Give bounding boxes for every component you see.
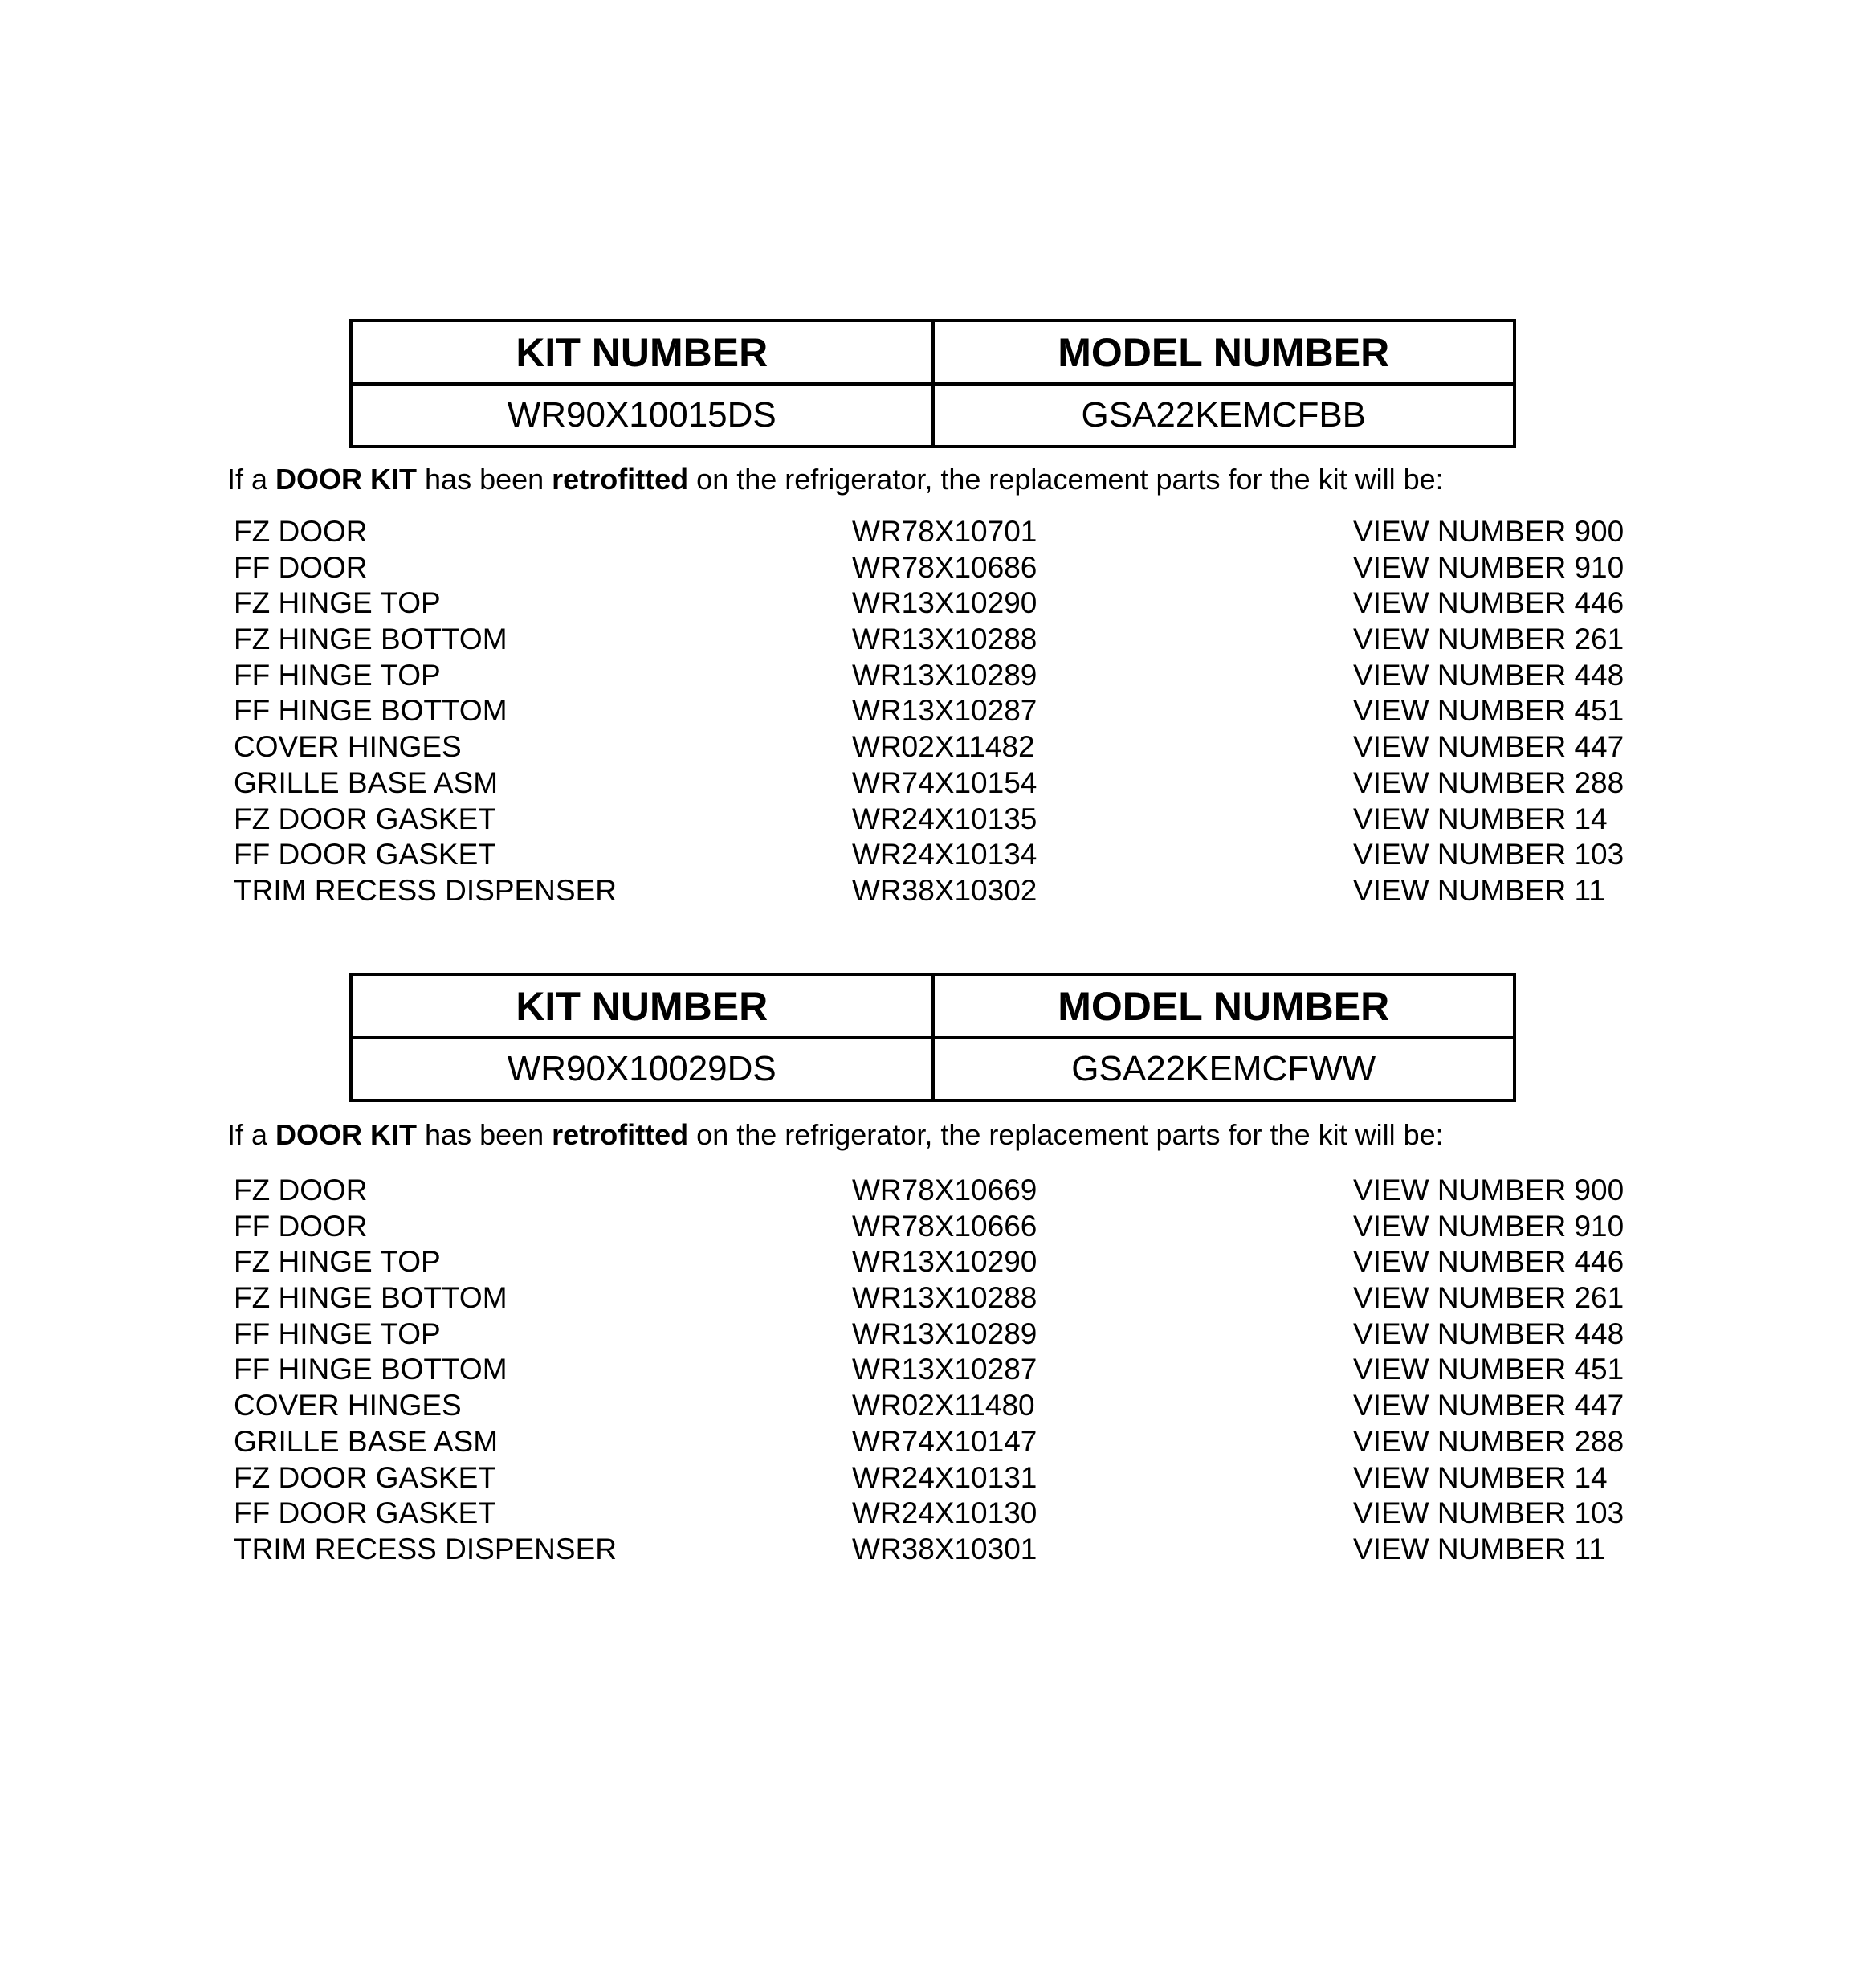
list-item: [0, 1532, 1863, 1568]
list-item: [0, 514, 1863, 550]
intro-text: has been: [417, 1118, 552, 1151]
part-name: FZ HINGE TOP: [234, 1245, 441, 1279]
intro-text: on the refrigerator, the replacement parts for the kit will be:: [688, 1118, 1444, 1151]
view-number: VIEW NUMBER 11: [1353, 873, 1605, 907]
view-number: VIEW NUMBER 900: [1353, 515, 1625, 548]
part-name: FF HINGE TOP: [234, 1316, 441, 1350]
view-number: VIEW NUMBER 451: [1353, 1353, 1625, 1386]
list-item: [0, 1424, 1863, 1460]
part-number: WR74X10154: [852, 765, 1037, 799]
parts-list-2: [0, 1173, 1863, 1568]
kit-number-value: WR90X10015DS: [351, 384, 933, 447]
part-name: FF DOOR: [234, 1209, 368, 1243]
parts-list-1: [0, 514, 1863, 909]
list-item: [0, 873, 1863, 909]
intro-bold-retrofitted: retrofitted: [552, 1118, 689, 1151]
part-number: WR02X11482: [852, 730, 1035, 764]
list-item: [0, 1460, 1863, 1496]
part-number: WR13X10290: [852, 1245, 1037, 1279]
part-number: WR74X10147: [852, 1424, 1037, 1458]
list-item: [0, 1352, 1863, 1388]
intro-bold-retrofitted: retrofitted: [552, 463, 689, 496]
part-name: FF DOOR: [234, 550, 368, 584]
model-number-value: GSA22KEMCFBB: [933, 384, 1515, 447]
part-number: WR13X10288: [852, 623, 1037, 656]
intro-text: on the refrigerator, the replacement parts for the kit will be:: [688, 463, 1444, 496]
retrofit-intro-2: [227, 1119, 1444, 1151]
part-name: FZ DOOR: [234, 515, 368, 548]
kit-number-value: WR90X10029DS: [351, 1038, 933, 1100]
part-number: WR24X10134: [852, 838, 1037, 872]
view-number: VIEW NUMBER 261: [1353, 623, 1625, 656]
intro-text: If a: [227, 1118, 276, 1151]
view-number: VIEW NUMBER 103: [1353, 1496, 1625, 1530]
list-item: [0, 1173, 1863, 1209]
part-name: GRILLE BASE ASM: [234, 765, 499, 799]
view-number: VIEW NUMBER 14: [1353, 802, 1608, 835]
part-number: WR13X10290: [852, 586, 1037, 620]
view-number: VIEW NUMBER 910: [1353, 1209, 1625, 1243]
view-number: VIEW NUMBER 910: [1353, 550, 1625, 584]
part-name: COVER HINGES: [234, 1389, 462, 1423]
view-number: VIEW NUMBER 261: [1353, 1281, 1625, 1315]
view-number: VIEW NUMBER 451: [1353, 694, 1625, 728]
kit-model-table-2: [349, 973, 1516, 1102]
part-number: WR24X10135: [852, 802, 1037, 835]
part-name: FF HINGE TOP: [234, 658, 441, 692]
intro-bold-door-kit: DOOR KIT: [275, 1118, 418, 1151]
part-number: WR02X11480: [852, 1389, 1035, 1423]
part-name: FZ HINGE TOP: [234, 586, 441, 620]
view-number: VIEW NUMBER 446: [1353, 1245, 1625, 1279]
list-item: [0, 550, 1863, 586]
part-name: TRIM RECESS DISPENSER: [234, 873, 617, 907]
intro-bold-door-kit: DOOR KIT: [275, 463, 418, 496]
intro-text: has been: [417, 463, 552, 496]
part-name: FF HINGE BOTTOM: [234, 1353, 508, 1386]
model-number-header: MODEL NUMBER: [933, 974, 1515, 1038]
list-item: [0, 622, 1863, 658]
part-number: WR78X10666: [852, 1209, 1037, 1243]
view-number: VIEW NUMBER 447: [1353, 1389, 1625, 1423]
part-number: WR13X10287: [852, 1353, 1037, 1386]
view-number: VIEW NUMBER 288: [1353, 1424, 1625, 1458]
part-number: WR13X10287: [852, 694, 1037, 728]
part-name: FF DOOR GASKET: [234, 838, 496, 872]
list-item: [0, 693, 1863, 729]
part-name: FZ DOOR: [234, 1174, 368, 1206]
part-name: TRIM RECESS DISPENSER: [234, 1532, 617, 1565]
part-number: WR78X10686: [852, 550, 1037, 584]
part-name: FZ DOOR GASKET: [234, 1460, 496, 1494]
part-name: FF DOOR GASKET: [234, 1496, 496, 1530]
model-number-value: GSA22KEMCFWW: [933, 1038, 1515, 1100]
part-name: FZ HINGE BOTTOM: [234, 1281, 508, 1315]
list-item: [0, 1244, 1863, 1280]
view-number: VIEW NUMBER 446: [1353, 586, 1625, 620]
list-item: [0, 1388, 1863, 1424]
part-number: WR24X10131: [852, 1460, 1037, 1494]
view-number: VIEW NUMBER 288: [1353, 765, 1625, 799]
part-number: WR38X10302: [852, 873, 1037, 907]
part-name: FZ DOOR GASKET: [234, 802, 496, 835]
list-item: [0, 1209, 1863, 1245]
part-name: FZ HINGE BOTTOM: [234, 623, 508, 656]
part-number: WR24X10130: [852, 1496, 1037, 1530]
intro-text: If a: [227, 463, 276, 496]
part-number: WR78X10701: [852, 515, 1037, 548]
list-item: [0, 658, 1863, 694]
kit-model-table-1: [349, 319, 1516, 448]
view-number: VIEW NUMBER 14: [1353, 1460, 1608, 1494]
list-item: [0, 765, 1863, 802]
kit-number-header: KIT NUMBER: [351, 320, 933, 384]
part-number: WR13X10289: [852, 1316, 1037, 1350]
model-number-header: MODEL NUMBER: [933, 320, 1515, 384]
list-item: [0, 802, 1863, 838]
view-number: VIEW NUMBER 103: [1353, 838, 1625, 872]
view-number: VIEW NUMBER 11: [1353, 1532, 1605, 1565]
part-number: WR13X10289: [852, 658, 1037, 692]
kit-number-header: KIT NUMBER: [351, 974, 933, 1038]
view-number: VIEW NUMBER 447: [1353, 730, 1625, 764]
part-number: WR38X10301: [852, 1532, 1037, 1565]
list-item: [0, 1316, 1863, 1353]
view-number: VIEW NUMBER 448: [1353, 658, 1625, 692]
part-name: FF HINGE BOTTOM: [234, 694, 508, 728]
list-item: [0, 837, 1863, 873]
list-item: [0, 586, 1863, 622]
view-number: VIEW NUMBER 448: [1353, 1316, 1625, 1350]
part-name: COVER HINGES: [234, 730, 462, 764]
list-item: [0, 1280, 1863, 1316]
list-item: [0, 729, 1863, 765]
retrofit-intro-1: [227, 463, 1444, 496]
list-item: [0, 1496, 1863, 1532]
part-number: WR78X10669: [852, 1174, 1037, 1206]
view-number: VIEW NUMBER 900: [1353, 1174, 1625, 1206]
part-number: WR13X10288: [852, 1281, 1037, 1315]
part-name: GRILLE BASE ASM: [234, 1424, 499, 1458]
